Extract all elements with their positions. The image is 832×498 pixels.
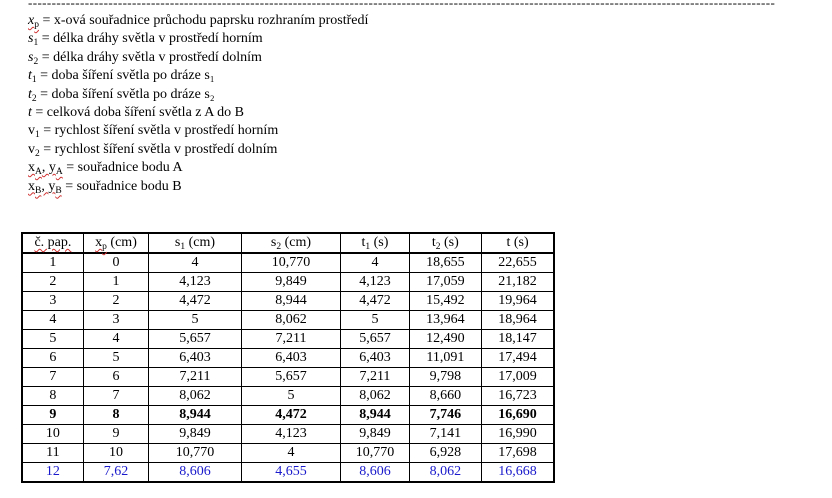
symbol: x xyxy=(28,13,35,28)
table-cell: 2 xyxy=(22,273,83,292)
table-cell: 10,770 xyxy=(149,444,242,463)
table-cell: 8 xyxy=(22,387,83,406)
table-cell: 8,944 xyxy=(149,406,242,425)
table-cell: 19,964 xyxy=(482,292,554,311)
table-cell: 8,062 xyxy=(149,387,242,406)
table-cell: 4 xyxy=(22,311,83,330)
symbol: t xyxy=(28,86,32,102)
col-header-t: t (s) xyxy=(482,233,554,253)
table-row xyxy=(22,444,554,463)
table-row xyxy=(22,406,554,425)
symbol: v xyxy=(28,123,35,139)
symbol-sub: 2 xyxy=(33,56,39,67)
table-cell: 6,928 xyxy=(409,444,481,463)
legend-item-t2 xyxy=(28,86,368,104)
col-header-t1: $t_1$ (s) xyxy=(341,233,409,253)
legend-item-t xyxy=(28,104,368,122)
table-cell: 5,657 xyxy=(149,330,242,349)
table-cell: 7,62 xyxy=(83,463,148,483)
table-cell: 5,657 xyxy=(241,368,341,387)
table-cell: 11,091 xyxy=(409,349,481,368)
table-cell: 4 xyxy=(341,253,409,273)
table-row xyxy=(22,292,554,311)
col-header-s2: $s_2$ (cm) xyxy=(241,233,341,253)
table-cell: 4 xyxy=(149,253,242,273)
table-cell: 8 xyxy=(83,406,148,425)
table-cell: 0 xyxy=(83,253,148,273)
table-cell: 8,062 xyxy=(409,463,481,483)
table-cell: 9,798 xyxy=(409,368,481,387)
table-cell: 6 xyxy=(22,349,83,368)
symbol-sub: 2 xyxy=(31,93,37,104)
symbol: t xyxy=(28,68,32,84)
table-cell: 9 xyxy=(83,425,148,444)
table-cell: 11 xyxy=(22,444,83,463)
table-cell: 8,944 xyxy=(241,292,341,311)
table-header-row xyxy=(22,233,554,253)
table-row xyxy=(22,349,554,368)
symbol-legend xyxy=(28,12,368,196)
table-cell: 17,698 xyxy=(482,444,554,463)
legend-text: = x-ová souřadnice průchodu paprsku rozhraním prostředí xyxy=(38,13,369,28)
table-cell: 3 xyxy=(22,292,83,311)
table-cell: 7,141 xyxy=(409,425,481,444)
table-row xyxy=(22,425,554,444)
table-cell: 18,147 xyxy=(482,330,554,349)
symbol-sub: B xyxy=(35,185,42,196)
table-cell: 18,964 xyxy=(482,311,554,330)
table-cell: 4,472 xyxy=(149,292,242,311)
legend-text: = celková doba šíření světla z A do B xyxy=(31,104,244,120)
table-cell: 8,062 xyxy=(241,311,341,330)
legend-item-v2 xyxy=(28,141,368,159)
table-cell: 7,211 xyxy=(341,368,409,387)
table-cell: 17,059 xyxy=(409,273,481,292)
table-cell: 4,472 xyxy=(341,292,409,311)
table-cell: 4 xyxy=(241,444,341,463)
table-cell: 9,849 xyxy=(241,273,341,292)
symbol: s xyxy=(28,31,34,47)
table-cell: 6,403 xyxy=(149,349,242,368)
table-cell: 13,964 xyxy=(409,311,481,330)
table-cell: 17,494 xyxy=(482,349,554,368)
table-cell: 8,606 xyxy=(149,463,242,483)
table-cell: 5 xyxy=(149,311,242,330)
table-cell: 16,668 xyxy=(482,463,554,483)
legend-text: = souřadnice bodu B xyxy=(61,178,182,194)
col-header-s1: $s_1$ (cm) xyxy=(149,233,242,253)
table-cell: 10 xyxy=(83,444,148,463)
table-cell: 3 xyxy=(83,311,148,330)
legend-text: = délka dráhy světla v prostředí horním xyxy=(38,31,263,47)
symbol-sub: A xyxy=(35,167,42,178)
symbol: x xyxy=(28,178,35,194)
symbol-sub: 1 xyxy=(31,75,37,86)
symbol-sub: 2 xyxy=(35,148,40,159)
table-cell: 8,660 xyxy=(409,387,481,406)
table-row xyxy=(22,311,554,330)
table-cell: 6,403 xyxy=(241,349,341,368)
table-cell: 7,746 xyxy=(409,406,481,425)
table-cell: 9,849 xyxy=(341,425,409,444)
table-cell: 9,849 xyxy=(149,425,242,444)
table-cell: 10,770 xyxy=(241,253,341,273)
table-cell: 10,770 xyxy=(341,444,409,463)
legend-item-point-b: $x_B$, $y_B$ = souřadnice bodu B xyxy=(28,178,182,196)
legend-item-s2 xyxy=(28,49,368,67)
table-cell: 16,690 xyxy=(482,406,554,425)
symbol-sub-2: B xyxy=(55,185,62,196)
table-cell: 2 xyxy=(83,292,148,311)
table-cell: 5,657 xyxy=(341,330,409,349)
table-cell: 7,211 xyxy=(241,330,341,349)
table-cell: 6,403 xyxy=(341,349,409,368)
table-cell: 5 xyxy=(83,349,148,368)
col-header-ray-no: č. pap. xyxy=(22,233,83,253)
legend-item-xp xyxy=(28,12,368,30)
symbol-sub: 1 xyxy=(35,130,40,141)
table-row xyxy=(22,387,554,406)
table-cell: 7 xyxy=(22,368,83,387)
table-cell: 15,492 xyxy=(409,292,481,311)
table-row xyxy=(22,273,554,292)
table-cell: 1 xyxy=(83,273,148,292)
table-cell: 16,723 xyxy=(482,387,554,406)
table-cell: 4 xyxy=(83,330,148,349)
col-header-xp: $x_p$ (cm) xyxy=(83,233,148,253)
legend-text: = doba šíření světla po dráze s₁ xyxy=(36,68,215,84)
table-cell: 4,123 xyxy=(149,273,242,292)
legend-text: = délka dráhy světla v prostředí dolním xyxy=(38,49,262,65)
table-cell: 18,655 xyxy=(409,253,481,273)
table-row xyxy=(22,368,554,387)
table-cell: 10 xyxy=(22,425,83,444)
table-cell: 4,472 xyxy=(241,406,341,425)
table-cell: 12,490 xyxy=(409,330,481,349)
legend-item-s1 xyxy=(28,30,368,48)
table-cell: 7 xyxy=(83,387,148,406)
legend-text: = souřadnice bodu A xyxy=(62,160,183,176)
legend-item-point-a: $x_A$, $y_A$ = souřadnice bodu A xyxy=(28,160,183,178)
table-cell: 7,211 xyxy=(149,368,242,387)
symbol-2: y xyxy=(48,160,56,176)
table-cell: 6 xyxy=(83,368,148,387)
table-cell: 4,655 xyxy=(241,463,341,483)
table-cell: 22,655 xyxy=(482,253,554,273)
table-cell: 17,009 xyxy=(482,368,554,387)
legend-text: = rychlost šíření světla v prostředí dolním xyxy=(39,141,278,157)
legend-text: = rychlost šíření světla v prostředí horním xyxy=(39,123,279,139)
legend-text: = doba šíření světla po dráze s₂ xyxy=(36,86,215,102)
legend-item-v1 xyxy=(28,122,368,140)
legend-item-t1 xyxy=(28,67,368,85)
table-cell: 4,123 xyxy=(341,273,409,292)
results-table xyxy=(21,232,555,483)
table-cell: 12 xyxy=(22,463,83,483)
table-cell: 8,944 xyxy=(341,406,409,425)
table-cell: 5 xyxy=(341,311,409,330)
table-cell: 8,606 xyxy=(341,463,409,483)
table-row xyxy=(22,253,554,273)
table-cell: 21,182 xyxy=(482,273,554,292)
table-cell: 9 xyxy=(22,406,83,425)
symbol: s xyxy=(28,49,34,65)
table-cell: 8,062 xyxy=(341,387,409,406)
symbol-sub: p xyxy=(34,20,39,30)
col-header-t2: $t_2$ (s) xyxy=(409,233,481,253)
table-row xyxy=(22,330,554,349)
separator-line: -------------------------------------------------------------------------------------------------------------------------------------------------------------- xyxy=(28,0,776,10)
symbol: x xyxy=(28,160,35,176)
symbol-2: y xyxy=(48,178,56,194)
table-cell: 5 xyxy=(241,387,341,406)
symbol-sub: 1 xyxy=(33,38,39,49)
table-row xyxy=(22,463,554,483)
table-cell: 5 xyxy=(22,330,83,349)
table-cell: 1 xyxy=(22,253,83,273)
symbol-sub-2: A xyxy=(55,167,63,178)
table-cell: 4,123 xyxy=(241,425,341,444)
table-cell: 16,990 xyxy=(482,425,554,444)
symbol: v xyxy=(28,141,35,157)
symbol: t xyxy=(28,104,32,120)
